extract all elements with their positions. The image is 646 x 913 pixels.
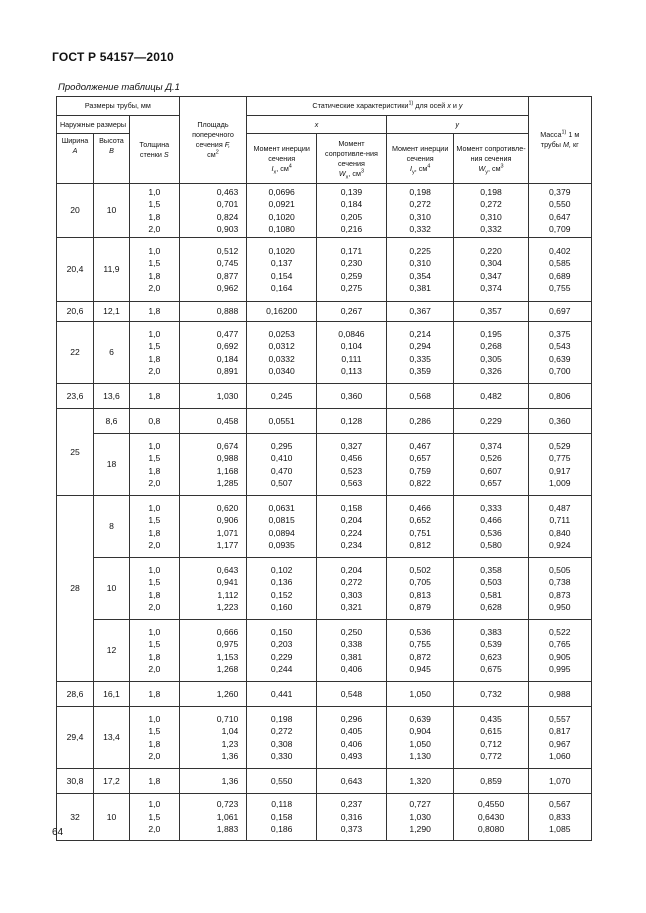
cell-height: 10 bbox=[94, 558, 130, 620]
table-row bbox=[57, 496, 592, 558]
cell-ix: 0,0631 0,0815 0,0894 0,0935 bbox=[247, 496, 317, 558]
cell-wy: 0,333 0,466 0,536 0,580 bbox=[454, 496, 528, 558]
table-row bbox=[57, 434, 592, 496]
cell-wx: 0,327 0,456 0,523 0,563 bbox=[317, 434, 387, 496]
cell-wx: 0,267 bbox=[317, 302, 387, 322]
cell-wy: 0,383 0,539 0,623 0,675 bbox=[454, 620, 528, 682]
cell-area: 1,260 bbox=[179, 682, 247, 707]
cell-area: 1,030 bbox=[179, 384, 247, 409]
cell-wy: 0,195 0,268 0,305 0,326 bbox=[454, 322, 528, 384]
cell-iy: 0,536 0,755 0,872 0,945 bbox=[386, 620, 454, 682]
cell-ix: 0,0696 0,0921 0,1020 0,1080 bbox=[247, 184, 317, 238]
cell-wx: 0,296 0,405 0,406 0,493 bbox=[317, 707, 387, 769]
cell-height: 17,2 bbox=[94, 769, 130, 794]
header-row-1 bbox=[57, 97, 592, 116]
cell-thickness: 1,8 bbox=[129, 769, 179, 794]
header-wx: Момент сопротивле-ния сечения $W_x$, $см^3$ bbox=[317, 134, 387, 184]
cell-ix: 0,150 0,203 0,229 0,244 bbox=[247, 620, 317, 682]
cell-ix: 0,1020 0,137 0,154 0,164 bbox=[247, 238, 317, 302]
cell-area: 0,620 0,906 1,071 1,177 bbox=[179, 496, 247, 558]
cell-width: 22 bbox=[57, 322, 94, 384]
cell-height: 13,4 bbox=[94, 707, 130, 769]
cell-height: 10 bbox=[94, 794, 130, 841]
cell-width: 20,4 bbox=[57, 238, 94, 302]
document-title: ГОСТ Р 54157—2010 bbox=[52, 50, 174, 64]
table-row bbox=[57, 322, 592, 384]
cell-thickness: 1,8 bbox=[129, 682, 179, 707]
cell-width: 32 bbox=[57, 794, 94, 841]
header-height: Высота B bbox=[94, 134, 130, 184]
cell-iy: 0,286 bbox=[386, 409, 454, 434]
cell-ix: 0,295 0,410 0,470 0,507 bbox=[247, 434, 317, 496]
cell-area: 0,643 0,941 1,112 1,223 bbox=[179, 558, 247, 620]
cell-wy: 0,220 0,304 0,347 0,374 bbox=[454, 238, 528, 302]
cell-mass: 0,557 0,817 0,967 1,060 bbox=[528, 707, 591, 769]
cell-thickness: 1,0 1,5 1,8 2,0 bbox=[129, 558, 179, 620]
table-row bbox=[57, 184, 592, 238]
cell-height: 8,6 bbox=[94, 409, 130, 434]
header-mass: Масса$^{1)}$ 1 м трубы M, кг bbox=[528, 97, 591, 184]
cell-wy: 0,482 bbox=[454, 384, 528, 409]
cell-mass: 0,379 0,550 0,647 0,709 bbox=[528, 184, 591, 238]
cell-wx: 0,0846 0,104 0,111 0,113 bbox=[317, 322, 387, 384]
cell-iy: 0,639 0,904 1,050 1,130 bbox=[386, 707, 454, 769]
header-axis-y: y bbox=[386, 116, 528, 134]
cell-mass: 0,988 bbox=[528, 682, 591, 707]
cell-iy: 0,502 0,705 0,813 0,879 bbox=[386, 558, 454, 620]
cell-thickness: 0,8 bbox=[129, 409, 179, 434]
cell-iy: 0,367 bbox=[386, 302, 454, 322]
cell-mass: 0,487 0,711 0,840 0,924 bbox=[528, 496, 591, 558]
cell-ix: 0,16200 bbox=[247, 302, 317, 322]
header-row-2 bbox=[57, 116, 592, 134]
cell-ix: 0,0551 bbox=[247, 409, 317, 434]
cell-thickness: 1,0 1,5 2,0 bbox=[129, 794, 179, 841]
cell-area: 1,36 bbox=[179, 769, 247, 794]
cell-area: 0,723 1,061 1,883 bbox=[179, 794, 247, 841]
cell-height: 12,1 bbox=[94, 302, 130, 322]
table-caption: Продолжение таблицы Д.1 bbox=[58, 82, 180, 93]
cell-area: 0,477 0,692 0,184 0,891 bbox=[179, 322, 247, 384]
cell-wx: 0,139 0,184 0,205 0,216 bbox=[317, 184, 387, 238]
cell-iy: 0,568 bbox=[386, 384, 454, 409]
header-outer-sizes: Наружные размеры bbox=[57, 116, 130, 134]
pipe-characteristics-table bbox=[56, 96, 592, 841]
table-row bbox=[57, 707, 592, 769]
cell-iy: 0,225 0,310 0,354 0,381 bbox=[386, 238, 454, 302]
cell-ix: 0,198 0,272 0,308 0,330 bbox=[247, 707, 317, 769]
cell-thickness: 1,8 bbox=[129, 384, 179, 409]
cell-thickness: 1,0 1,5 1,8 2,0 bbox=[129, 620, 179, 682]
header-axis-x: x bbox=[247, 116, 387, 134]
cell-iy: 0,466 0,652 0,751 0,812 bbox=[386, 496, 454, 558]
cell-thickness: 1,0 1,5 1,8 2,0 bbox=[129, 707, 179, 769]
cell-wx: 0,548 bbox=[317, 682, 387, 707]
cell-mass: 0,375 0,543 0,639 0,700 bbox=[528, 322, 591, 384]
cell-area: 0,463 0,701 0,824 0,903 bbox=[179, 184, 247, 238]
cell-iy: 0,467 0,657 0,759 0,822 bbox=[386, 434, 454, 496]
cell-mass: 0,402 0,585 0,689 0,755 bbox=[528, 238, 591, 302]
cell-mass: 0,360 bbox=[528, 409, 591, 434]
cell-wy: 0,198 0,272 0,310 0,332 bbox=[454, 184, 528, 238]
table-row bbox=[57, 769, 592, 794]
cell-thickness: 1,0 1,5 1,8 2,0 bbox=[129, 496, 179, 558]
table-row bbox=[57, 794, 592, 841]
cell-mass: 0,505 0,738 0,873 0,950 bbox=[528, 558, 591, 620]
cell-wx: 0,237 0,316 0,373 bbox=[317, 794, 387, 841]
cell-thickness: 1,0 1,5 1,8 2,0 bbox=[129, 238, 179, 302]
cell-ix: 0,550 bbox=[247, 769, 317, 794]
cell-height: 16,1 bbox=[94, 682, 130, 707]
cell-area: 0,666 0,975 1,153 1,268 bbox=[179, 620, 247, 682]
header-pipe-sizes: Размеры трубы, мм bbox=[57, 97, 180, 116]
cell-width: 20 bbox=[57, 184, 94, 238]
cell-area: 0,512 0,745 0,877 0,962 bbox=[179, 238, 247, 302]
table-row bbox=[57, 620, 592, 682]
cell-thickness: 1,0 1,5 1,8 2,0 bbox=[129, 434, 179, 496]
cell-ix: 0,441 bbox=[247, 682, 317, 707]
cell-wy: 0,358 0,503 0,581 0,628 bbox=[454, 558, 528, 620]
cell-mass: 0,529 0,775 0,917 1,009 bbox=[528, 434, 591, 496]
cell-mass: 0,567 0,833 1,085 bbox=[528, 794, 591, 841]
cell-wx: 0,128 bbox=[317, 409, 387, 434]
cell-thickness: 1,8 bbox=[129, 302, 179, 322]
table-row bbox=[57, 238, 592, 302]
cell-iy: 0,214 0,294 0,335 0,359 bbox=[386, 322, 454, 384]
cell-thickness: 1,0 1,5 1,8 2,0 bbox=[129, 184, 179, 238]
table-row bbox=[57, 302, 592, 322]
cell-iy: 0,198 0,272 0,310 0,332 bbox=[386, 184, 454, 238]
cell-height: 12 bbox=[94, 620, 130, 682]
cell-width: 25 bbox=[57, 409, 94, 496]
cell-wx: 0,360 bbox=[317, 384, 387, 409]
cell-wy: 0,229 bbox=[454, 409, 528, 434]
header-width: Ширина A bbox=[57, 134, 94, 184]
header-wy: Момент сопротивле-ния сечения $W_y$, $см^3$ bbox=[454, 134, 528, 184]
cell-iy: 0,727 1,030 1,290 bbox=[386, 794, 454, 841]
cell-mass: 0,806 bbox=[528, 384, 591, 409]
cell-width: 23,6 bbox=[57, 384, 94, 409]
cell-height: 18 bbox=[94, 434, 130, 496]
cell-ix: 0,102 0,136 0,152 0,160 bbox=[247, 558, 317, 620]
cell-iy: 1,050 bbox=[386, 682, 454, 707]
table-row bbox=[57, 558, 592, 620]
cell-wy: 0,374 0,526 0,607 0,657 bbox=[454, 434, 528, 496]
header-wall-thickness: Толщина стенки S bbox=[129, 116, 179, 184]
cell-height: 13,6 bbox=[94, 384, 130, 409]
cell-wx: 0,250 0,338 0,381 0,406 bbox=[317, 620, 387, 682]
table-row bbox=[57, 682, 592, 707]
cell-width: 28,6 bbox=[57, 682, 94, 707]
cell-height: 11,9 bbox=[94, 238, 130, 302]
cell-width: 20,6 bbox=[57, 302, 94, 322]
cell-wy: 0,4550 0,6430 0,8080 bbox=[454, 794, 528, 841]
header-ix: Момент инерции сечения $I_x$, $см^4$ bbox=[247, 134, 317, 184]
cell-wy: 0,357 bbox=[454, 302, 528, 322]
cell-wx: 0,643 bbox=[317, 769, 387, 794]
cell-iy: 1,320 bbox=[386, 769, 454, 794]
cell-area: 0,888 bbox=[179, 302, 247, 322]
cell-width: 30,8 bbox=[57, 769, 94, 794]
cell-height: 8 bbox=[94, 496, 130, 558]
cell-wx: 0,158 0,204 0,224 0,234 bbox=[317, 496, 387, 558]
cell-wx: 0,204 0,272 0,303 0,321 bbox=[317, 558, 387, 620]
cell-wy: 0,732 bbox=[454, 682, 528, 707]
cell-width: 28 bbox=[57, 496, 94, 682]
cell-area: 0,710 1,04 1,23 1,36 bbox=[179, 707, 247, 769]
cell-mass: 0,697 bbox=[528, 302, 591, 322]
cell-area: 0,458 bbox=[179, 409, 247, 434]
cell-wy: 0,435 0,615 0,712 0,772 bbox=[454, 707, 528, 769]
cell-ix: 0,118 0,158 0,186 bbox=[247, 794, 317, 841]
header-iy: Момент инерции сечения $I_y$, $см^4$ bbox=[386, 134, 454, 184]
cell-wx: 0,171 0,230 0,259 0,275 bbox=[317, 238, 387, 302]
cell-area: 0,674 0,988 1,168 1,285 bbox=[179, 434, 247, 496]
header-static-characteristics: Статические характеристики$^{1)}$ для осей x и y bbox=[247, 97, 528, 116]
cell-width: 29,4 bbox=[57, 707, 94, 769]
cell-ix: 0,0253 0,0312 0,0332 0,0340 bbox=[247, 322, 317, 384]
cell-wy: 0,859 bbox=[454, 769, 528, 794]
table-row bbox=[57, 409, 592, 434]
cell-ix: 0,245 bbox=[247, 384, 317, 409]
cell-height: 10 bbox=[94, 184, 130, 238]
cell-thickness: 1,0 1,5 1,8 2,0 bbox=[129, 322, 179, 384]
table-row bbox=[57, 384, 592, 409]
page-number: 64 bbox=[52, 827, 64, 838]
cell-mass: 0,522 0,765 0,905 0,995 bbox=[528, 620, 591, 682]
header-area: Площадь поперечного сечения F, $см^2$ bbox=[179, 97, 247, 184]
cell-height: 6 bbox=[94, 322, 130, 384]
cell-mass: 1,070 bbox=[528, 769, 591, 794]
